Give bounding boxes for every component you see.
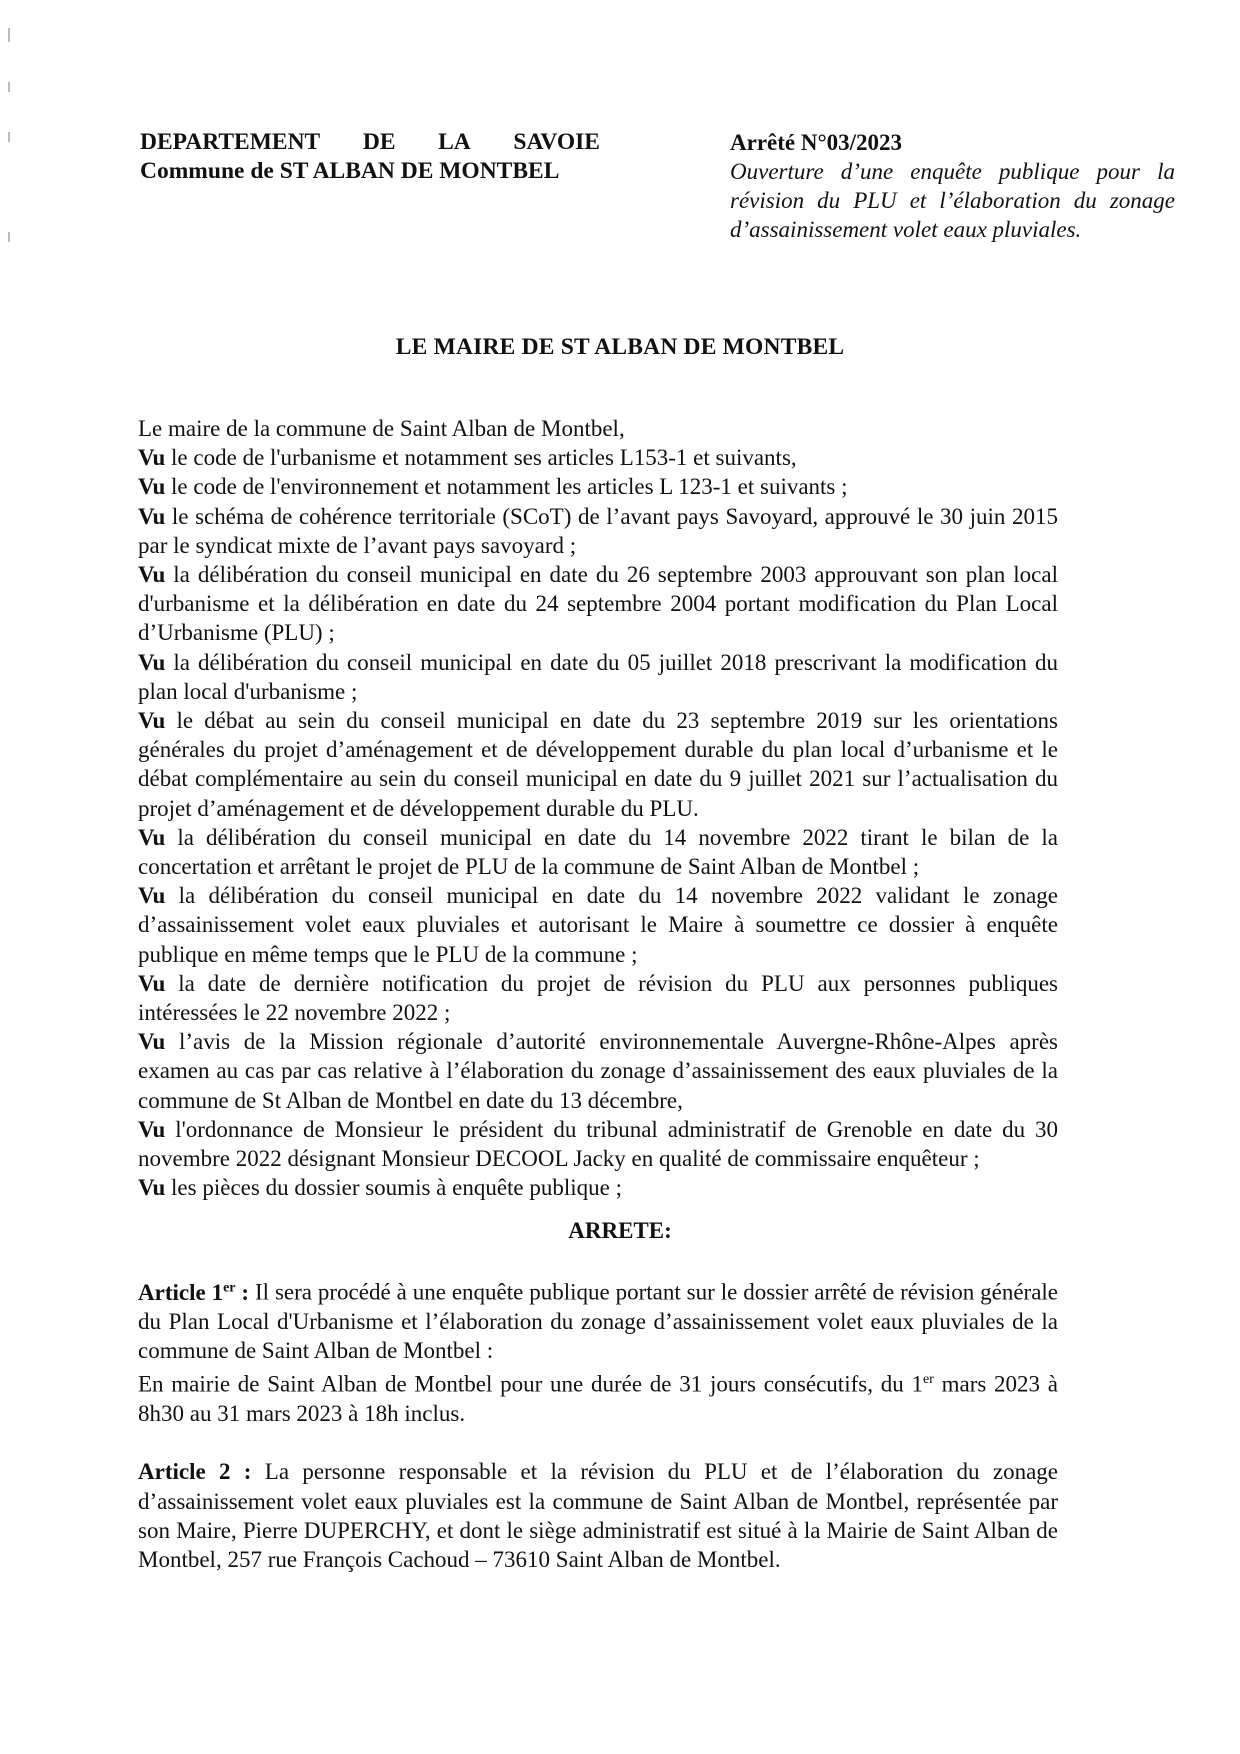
document-header-right	[730, 128, 1175, 244]
visa-text: la délibération du conseil municipal en date du 05 juillet 2018 prescrivant la modification du plan local d'urbanisme ;	[138, 649, 1058, 704]
vu-label: Vu	[138, 1116, 166, 1142]
visa-text: la délibération du conseil municipal en date du 14 novembre 2022 validant le zonage d’assainissement volet eaux pluviales et autorisant le Maire à soumettre ce dossier à enquête publique en même temps que le PLU de la commune ;	[138, 883, 1058, 967]
visa-text: la date de dernière notification du projet de révision du PLU aux personnes publiques intéressées le 22 novembre 2022 ;	[138, 970, 1059, 1026]
vu-label: Vu	[138, 649, 166, 675]
visa-item	[138, 881, 1058, 969]
spacer	[138, 1428, 1058, 1457]
article-text: Il sera procédé à une enquête publique portant sur le dossier arrêté de révision générale du Plan Local d'Urbanisme et l’élaboration du zonage d’assainissement volet eaux pluviales de la commune de Saint Alban de Montbel :	[138, 1279, 1058, 1364]
article-2	[138, 1457, 1058, 1574]
article-label: Article 2 :	[138, 1459, 252, 1485]
visa-text: le code de l'environnement et notamment les articles L 123-1 et suivants ;	[171, 474, 848, 500]
department-line	[140, 128, 600, 157]
visa-text: la délibération du conseil municipal en date du 14 novembre 2022 tirant le bilan de la concertation et arrêtant le projet de PLU de la commune de Saint Alban de Montbel ;	[138, 824, 1059, 880]
visa-text: le code de l'urbanisme et notamment ses articles L153-1 et suivants,	[171, 445, 797, 471]
visa-item	[138, 502, 1058, 560]
vu-label: Vu	[138, 503, 166, 529]
article-1-schedule: En mairie de Saint Alban de Montbel pour une durée de 31 jours consécutifs, du 1er mars 2023 à 8h30 au 31 mars 2023 à 18h inclus.	[138, 1371, 1059, 1427]
visa-text: le débat au sein du conseil municipal en date du 23 septembre 2019 sur les orientations générales du projet d’aménagement et de développement durable du plan local d’urbanisme et le débat complémentaire au sein du conseil municipal en date du 9 juillet 2021 sur l’actualisation du projet d’aménagement et de développement durable du PLU.	[138, 708, 1058, 821]
visa-item	[138, 969, 1058, 1027]
scan-artifact	[8, 82, 10, 92]
visa-item	[138, 823, 1058, 881]
vu-label: Vu	[138, 708, 166, 734]
vu-label: Vu	[138, 1175, 166, 1201]
dept-word: LA	[438, 129, 471, 155]
scan-artifact	[8, 28, 10, 42]
article-text: La personne responsable et la révision du PLU et de l’élaboration du zonage d’assainissement volet eaux pluviales est la commune de Saint Alban de Montbel, représentée par son Maire, Pierre DUPERCHY, et dont le siège administratif est situé à la Mairie de Saint Alban de Montbel, 257 rue François Cachoud – 73610 Saint Alban de Montbel.	[138, 1459, 1058, 1572]
page-title: LE MAIRE DE ST ALBAN DE MONTBEL	[395, 334, 845, 360]
visa-item	[138, 648, 1058, 706]
arrete-number: Arrêté N°03/2023	[730, 130, 903, 155]
vu-label: Vu	[138, 445, 166, 471]
visa-text: l’avis de la Mission régionale d’autorité environnementale Auvergne-Rhône-Alpes après examen au cas par cas relative à l’élaboration du zonage d’assainissement des eaux pluviales de la commune de St Alban de Montbel en date du 13 décembre,	[138, 1029, 1059, 1113]
visa-item	[138, 560, 1058, 648]
articles	[138, 1273, 1058, 1574]
vu-label: Vu	[138, 883, 166, 909]
scan-artifact	[8, 132, 10, 142]
visa-item	[138, 443, 1058, 472]
vu-label: Vu	[138, 1029, 166, 1055]
arrete-heading: ARRETE:	[568, 1218, 672, 1243]
scan-artifact	[8, 232, 10, 242]
commune-line: Commune de ST ALBAN DE MONTBEL	[140, 158, 560, 184]
visa-text: le schéma de cohérence territoriale (SCoT) de l’avant pays Savoyard, approuvé le 30 juin 2015 par le syndicat mixte de l’avant pays savoyard ;	[138, 503, 1058, 558]
document-header-left	[140, 128, 600, 186]
visa-item	[138, 706, 1058, 823]
visa-item	[138, 1115, 1058, 1173]
article-label: Article 1er :	[138, 1279, 250, 1305]
visa-item	[138, 1173, 1058, 1202]
visa-item	[138, 1027, 1058, 1115]
dept-word: SAVOIE	[513, 129, 600, 155]
vu-label: Vu	[138, 970, 166, 996]
preamble-intro: Le maire de la commune de Saint Alban de Montbel,	[138, 416, 625, 441]
visa-text: la délibération du conseil municipal en date du 26 septembre 2003 approuvant son plan local d'urbanisme et la délibération en date du 24 septembre 2004 portant modification du Plan Local d’Urbanisme (PLU) ;	[138, 562, 1058, 646]
preamble	[138, 414, 1058, 1202]
visa-item	[138, 472, 1058, 501]
article-1	[138, 1273, 1058, 1365]
dept-word: DE	[362, 129, 396, 155]
arrete-object: Ouverture d’une enquête publique pour la révision du PLU et l’élaboration du zonage d’assainissement volet eaux pluviales.	[730, 159, 1175, 242]
vu-label: Vu	[138, 474, 166, 500]
visa-text: les pièces du dossier soumis à enquête publique ;	[171, 1175, 623, 1201]
vu-label: Vu	[138, 562, 166, 588]
visa-text: l'ordonnance de Monsieur le président du tribunal administratif de Grenoble en date du 30 novembre 2022 désignant Monsieur DECOOL Jacky en qualité de commissaire enquêteur ;	[138, 1116, 1059, 1172]
vu-label: Vu	[138, 824, 166, 850]
dept-word: DEPARTEMENT	[140, 129, 321, 155]
